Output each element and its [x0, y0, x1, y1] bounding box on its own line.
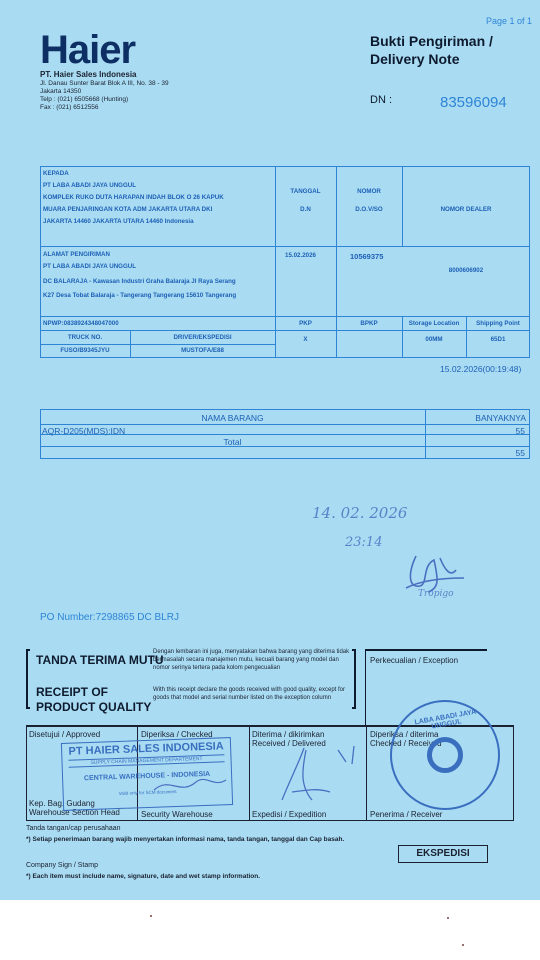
dealer-number: 8000606902: [448, 267, 484, 274]
consignee-address-2: MUARA PENJARINGAN KOTA ADM JAKARTA UTARA DKI: [43, 206, 213, 213]
items-col-qty: BANYAKNYA: [475, 413, 526, 423]
stamp-line-1: PT HAIER SALES INDONESIA: [68, 740, 224, 758]
checked-signature-mark: [150, 770, 230, 800]
page-number: Page 1 of 1: [485, 16, 532, 26]
document-title: [370, 32, 493, 68]
receiver-circle-stamp: [390, 700, 500, 810]
company-name: PT. Haier Sales Indonesia: [40, 70, 137, 79]
circle-stamp-text: LABA ABADI JAYA UNGGUL: [414, 708, 477, 731]
truck-value: FUSO/B9345JYU: [60, 347, 110, 354]
pkp-value: X: [303, 336, 308, 343]
pkp-label: PKP: [299, 320, 312, 327]
nomor-dealer-label: NOMOR DEALER: [440, 206, 492, 213]
stamp-line-4: Valid only for SCM document: [118, 788, 177, 796]
shipping-point-value: 65D1: [490, 336, 506, 343]
tanggal-sub: D.N: [300, 206, 311, 213]
handwritten-signature: Tropigo: [418, 589, 454, 599]
company-address-2: Jakarta 14350: [40, 88, 82, 95]
sig-security: Security Warehouse: [141, 810, 213, 819]
company-telp: Telp : (021) 6505668 (Hunting): [40, 96, 129, 103]
item-name: AQR-D205(MDS):IDN: [42, 426, 126, 436]
dn-number: 83596094: [440, 94, 507, 111]
stamp-line-3: CENTRAL WAREHOUSE - INDONESIA: [83, 770, 211, 783]
sign-note: Tanda tangan/cap perusahaan: [26, 825, 121, 832]
shipping-name: PT LABA ABADI JAYA UNGGUL: [43, 263, 137, 270]
handwritten-date: 14. 02. 2026: [312, 504, 408, 522]
stamp-inner-ring: [427, 737, 463, 773]
storage-location-value: 00MM: [425, 336, 443, 343]
speck: [462, 944, 464, 946]
exception-label: Perkecualian / Exception: [370, 656, 459, 665]
expedition-signature-mark: [262, 740, 362, 810]
receipt-title-id: TANDA TERIMA MUTU: [36, 653, 164, 667]
alamat-label: ALAMAT PENGIRIMAN: [43, 251, 110, 258]
nomor-sub: D.O.V/SO: [355, 206, 383, 213]
sig-receiver: Penerima / Receiver: [370, 810, 443, 819]
shipping-address-2: K27 Desa Tobat Balaraja - Tangerang Tangerang 15610 Tangerang: [43, 292, 237, 299]
sig-expedition: Expedisi / Expedition: [252, 810, 327, 819]
receipt-bracket-left: [26, 649, 30, 709]
company-address-1: Jl. Danau Sunter Barat Blok A III, No. 38 - 39: [40, 80, 169, 87]
consignee-name: PT LABA ABADI JAYA UNGGUL: [43, 182, 137, 189]
tanggal-label: TANGGAL: [290, 188, 321, 195]
sig-approved: Disetujui / Approved: [29, 730, 101, 739]
title-line-1: Bukti Pengiriman /: [370, 33, 493, 49]
total-value: 55: [515, 448, 525, 458]
delivery-date: 15.02.2026: [285, 252, 316, 259]
speck: [150, 915, 152, 917]
dn-label: DN :: [370, 94, 392, 106]
footer-note-1: *) Setiap penerimaan barang wajib menyertakan informasi nama, tanda tangan, tanggal dan Cap basah.: [26, 836, 345, 843]
total-label: Total: [223, 437, 242, 447]
po-number: PO Number:7298865 DC BLRJ: [40, 612, 179, 623]
ekspedisi-box: EKSPEDISI: [398, 845, 488, 863]
order-number: 10569375: [350, 252, 384, 261]
company-fax: Fax : (021) 6512556: [40, 104, 99, 111]
receipt-title-en: RECEIPT OF PRODUCT QUALITY: [36, 685, 152, 714]
sig-delivered: Diterima / dikirimkan Received / Delivered: [252, 730, 326, 748]
bpkp-label: BPKP: [360, 320, 378, 327]
shipping-address-1: DC BALARAJA - Kawasan Industri Graha Balaraja Jl Raya Serang: [43, 278, 236, 285]
shipping-point-label: Shipping Point: [476, 320, 520, 327]
item-qty: 55: [515, 426, 525, 436]
receipt-text-en: With this receipt declare the goods received with good quality, except for goods that model and serial number listed on the exception column: [153, 687, 345, 701]
title-line-2: Delivery Note: [370, 51, 460, 67]
stamp-line-2: SUPPLY CHAIN MANAGEMENT DEPARTEMENT: [68, 754, 224, 767]
sig-checked: Diperiksa / Checked: [141, 730, 213, 739]
sig-received-checked: Diperiksa / diterima Checked / Received: [370, 730, 442, 748]
haier-logo: Haier: [40, 28, 136, 72]
company-sign-label: Company Sign / Stamp: [26, 862, 98, 869]
print-timestamp: 15.02.2026(00:19:48): [440, 364, 522, 374]
items-col-name: NAMA BARANG: [201, 413, 264, 423]
receipt-text-id: Dengan lembaran ini juga, menyatakan bahwa barang yang diterima tidak bermasalah secara manajemen mutu, kecuali barang yang model dan nomor serinya tertera pada kolom pengecualian: [153, 649, 350, 671]
sig-section-head: Kep. Bag. Gudang Warehouse Section Head: [29, 799, 120, 817]
npwp: NPWP:0838924348047000: [43, 320, 119, 327]
driver-value: MUSTOFA/E88: [181, 347, 224, 354]
consignee-address-3: JAKARTA 14460 JAKARTA UTARA 14460 Indonesia: [43, 218, 194, 225]
speck: [447, 917, 449, 919]
driver-label: DRIVER/EKSPEDISI: [173, 334, 232, 341]
footer-note-2: *) Each item must include name, signature, date and wet stamp information.: [26, 873, 261, 880]
nomor-label: NOMOR: [357, 188, 381, 195]
kepada-label: KEPADA: [43, 170, 69, 177]
storage-location-label: Storage Location: [408, 320, 460, 327]
handwritten-time: 23:14: [345, 535, 383, 550]
consignee-address-1: KOMPLEK RUKO DUTA HARAPAN INDAH BLOK O 26 KAPUK: [43, 194, 224, 201]
truck-label: TRUCK NO.: [67, 334, 103, 341]
handwritten-signature-mark: [398, 548, 468, 608]
